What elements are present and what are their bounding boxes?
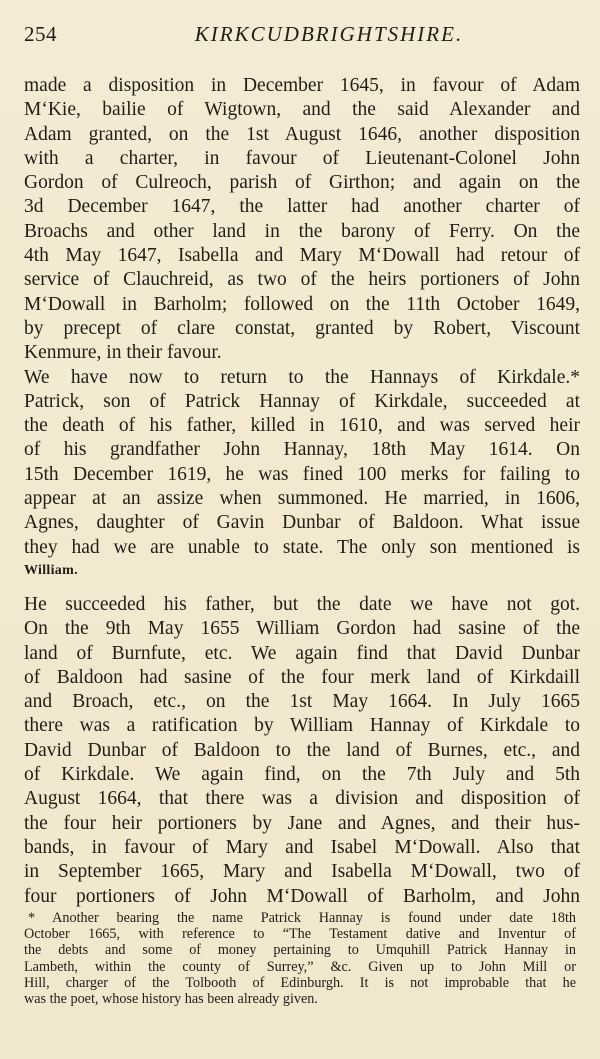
text-line: He succeeded his father, but the date we have not got. [24, 593, 580, 615]
page-header [24, 22, 576, 52]
footnote [24, 910, 576, 1007]
text-line: 4th May 1647, Isabella and Mary M‘Dowall had retour of [24, 245, 580, 267]
text-line: made a disposition in December 1645, in favour of Adam [24, 75, 580, 96]
text-line: 3d December 1647, the latter had another charter of [24, 196, 580, 218]
text-line: of Baldoon had sasine of the four merk land of Kirkdaill [24, 666, 580, 688]
text-line: in September 1665, Mary and Isabella M‘Dowall, two of [24, 861, 580, 883]
text-line: bands, in favour of Mary and Isabel M‘Dowall. Also that [24, 836, 580, 858]
text-line: Adam granted, on the 1st August 1646, another disposition [24, 123, 580, 145]
text-line: and Broach, etc., on the 1st May 1664. In July 1665 [24, 691, 580, 713]
text-line: Broachs and other land in the barony of Ferry. On the [24, 220, 580, 242]
footnote-line: the debts and some of money pertaining to Umquhill Patrick Hannay in [24, 942, 576, 959]
text-line: M‘Kie, bailie of Wigtown, and the said Alexander and [24, 99, 580, 121]
text-line: land of Burnfute, etc. We again find that David Dunbar [24, 642, 580, 664]
text-line: service of Clauchreid, as two of the heirs portioners of John [24, 269, 580, 291]
footnote-line: October 1665, with reference to “The Testament dative and Inventur of [24, 926, 576, 943]
text-line: Agnes, daughter of Gavin Dunbar of Baldoon. What issue [24, 512, 580, 534]
body-text [24, 74, 580, 909]
text-line: On the 9th May 1655 William Gordon had sasine of the [24, 618, 580, 640]
section-name-william: William. [24, 562, 78, 578]
text-line: Gordon of Culreoch, parish of Girthon; and again on the [24, 172, 580, 194]
text-line: August 1664, that there was a division and disposition of [24, 788, 580, 810]
text-line: the four heir portioners by Jane and Agnes, and their hus- [24, 812, 580, 834]
text-line: We have now to return to the Hannays of Kirkdale.* [24, 366, 580, 388]
text-line: of Kirkdale. We again find, on the 7th July and 5th [24, 764, 580, 786]
page-number: 254 [24, 22, 57, 46]
text-line: with a charter, in favour of Lieutenant-Colonel John [24, 147, 580, 169]
text-line: 15th December 1619, he was fined 100 merks for failing to [24, 463, 580, 485]
footnote-line: was the poet, whose history has been already given. [24, 990, 318, 1007]
text-line: appear at an assize when summoned. He married, in 1606, [24, 488, 580, 510]
text-line: Patrick, son of Patrick Hannay of Kirkdale, succeeded at [24, 390, 580, 412]
text-line: David Dunbar of Baldoon to the land of Burnes, etc., and [24, 739, 580, 761]
text-line: of his grandfather John Hannay, 18th May 1614. On [24, 439, 580, 461]
text-line: by precept of clare constat, granted by Robert, Viscount [24, 317, 580, 339]
text-line: M‘Dowall in Barholm; followed on the 11th October 1649, [24, 293, 580, 315]
text-line: Kenmure, in their favour. [24, 342, 222, 364]
text-line: there was a ratification by William Hannay of Kirkdale to [24, 715, 580, 737]
running-head: KIRKCUDBRIGHTSHIRE. [194, 22, 464, 46]
text-line: they had we are unable to state. The only son mentioned is [24, 536, 580, 558]
text-line: the death of his father, killed in 1610, and was served heir [24, 415, 580, 437]
text-line: four portioners of John M‘Dowall of Barholm, and John [24, 885, 580, 907]
footnote-line: Lambeth, within the county of Surrey,” &c. Given up to John Mill or [24, 958, 576, 975]
footnote-line: Hill, charger of the Tolbooth of Edinburgh. It is not improbable that he [24, 974, 576, 991]
footnote-line: * Another bearing the name Patrick Hannay is found under date 18th [28, 910, 576, 926]
